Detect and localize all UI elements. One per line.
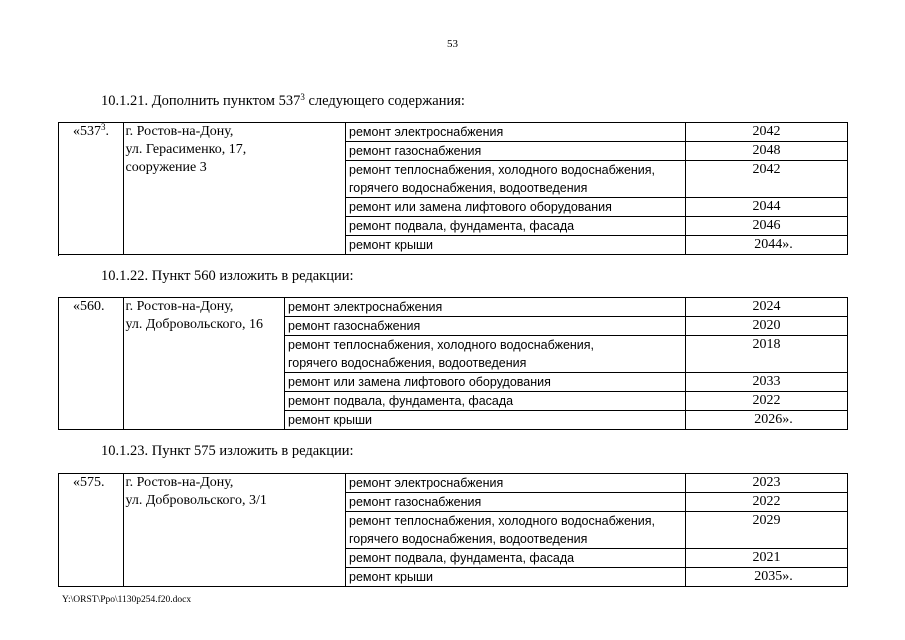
work-type-cell: ремонт электроснабжения [346,474,686,493]
table-row [59,123,848,142]
year-cell: 2042 [686,161,848,198]
year-cell: 2048 [686,142,848,161]
work-line: горячего водоснабжения, водоотведения [349,532,588,546]
work-line: горячего водоснабжения, водоотведения [349,181,588,195]
work-line: ремонт теплоснабжения, холодного водоснабжения, [349,163,656,177]
work-type-cell: ремонт электроснабжения [285,298,686,317]
address-line: ул. Герасименко, 17, [125,142,247,157]
heading-text: 10.1.21. Дополнить пунктом 537 [101,93,301,109]
work-type-cell: ремонт электроснабжения [346,123,686,142]
address-line: ул. Добровольского, 3/1 [125,493,267,508]
section-heading-1 [101,93,465,110]
file-path-footer: Y:\ORST\Ppo\1130p254.f20.docx [62,595,192,605]
year-cell: 2044 [686,198,848,217]
address-line: г. Ростов-на-Дону, [125,475,234,490]
work-type-cell: ремонт или замена лифтового оборудования [285,373,686,392]
work-type-cell: ремонт газоснабжения [346,493,686,512]
address-line: г. Ростов-на-Дону, [125,124,234,139]
work-type-cell [346,161,686,198]
section-heading-2: 10.1.22. Пункт 560 изложить в редакции: [101,268,354,284]
work-type-cell [285,336,686,373]
item-number-cell [59,123,123,255]
work-type-cell: ремонт крыши [285,411,686,430]
work-type-cell: ремонт крыши [346,236,686,255]
work-type-cell [346,512,686,549]
work-type-cell: ремонт или замена лифтового оборудования [346,198,686,217]
heading-text-suffix: следующего содержания: [304,93,465,109]
item-number-cell: «560. [59,298,123,430]
year-cell: 2029 [686,512,848,549]
work-type-cell: ремонт подвала, фундамента, фасада [346,217,686,236]
year-cell: 2022 [686,493,848,512]
address-line: сооружение 3 [125,160,207,175]
page-number: 53 [447,38,458,50]
year-cell: 2022 [686,392,848,411]
year-cell: 2021 [686,549,848,568]
heading-superscript: 3 [300,92,305,102]
year-cell [686,568,848,587]
year-cell: 2042 [686,123,848,142]
item-number-cell: «575. [59,474,123,587]
item-number-superscript: 3 [101,122,106,132]
year-value: 2044». [754,237,793,252]
item-number-suffix: . [105,124,109,139]
work-line: ремонт теплоснабжения, холодного водоснабжения, [349,514,656,528]
year-value: 2026». [754,412,793,427]
amendment-table-537 [58,122,848,255]
item-number: «537 [73,124,101,139]
section-heading-3: 10.1.23. Пункт 575 изложить в редакции: [101,443,354,459]
address-cell [123,474,346,587]
address-line: ул. Добровольского, 16 [125,317,263,332]
year-cell: 2024 [686,298,848,317]
year-cell: 2020 [686,317,848,336]
work-line: горячего водоснабжения, водоотведения [288,356,527,370]
year-cell [686,236,848,255]
amendment-table-560 [58,297,848,430]
year-value: 2035». [754,569,793,584]
year-cell: 2023 [686,474,848,493]
year-cell: 2018 [686,336,848,373]
work-type-cell: ремонт газоснабжения [346,142,686,161]
year-cell: 2046 [686,217,848,236]
address-cell [123,298,285,430]
work-type-cell: ремонт подвала, фундамента, фасада [285,392,686,411]
amendment-table-575 [58,473,848,587]
work-type-cell: ремонт подвала, фундамента, фасада [346,549,686,568]
address-line: г. Ростов-на-Дону, [125,299,234,314]
year-cell [686,411,848,430]
year-cell: 2033 [686,373,848,392]
table-row [59,474,848,493]
address-cell [123,123,346,255]
work-type-cell: ремонт крыши [346,568,686,587]
work-type-cell: ремонт газоснабжения [285,317,686,336]
table-row [59,298,848,317]
work-line: ремонт теплоснабжения, холодного водоснабжения, [288,338,595,352]
